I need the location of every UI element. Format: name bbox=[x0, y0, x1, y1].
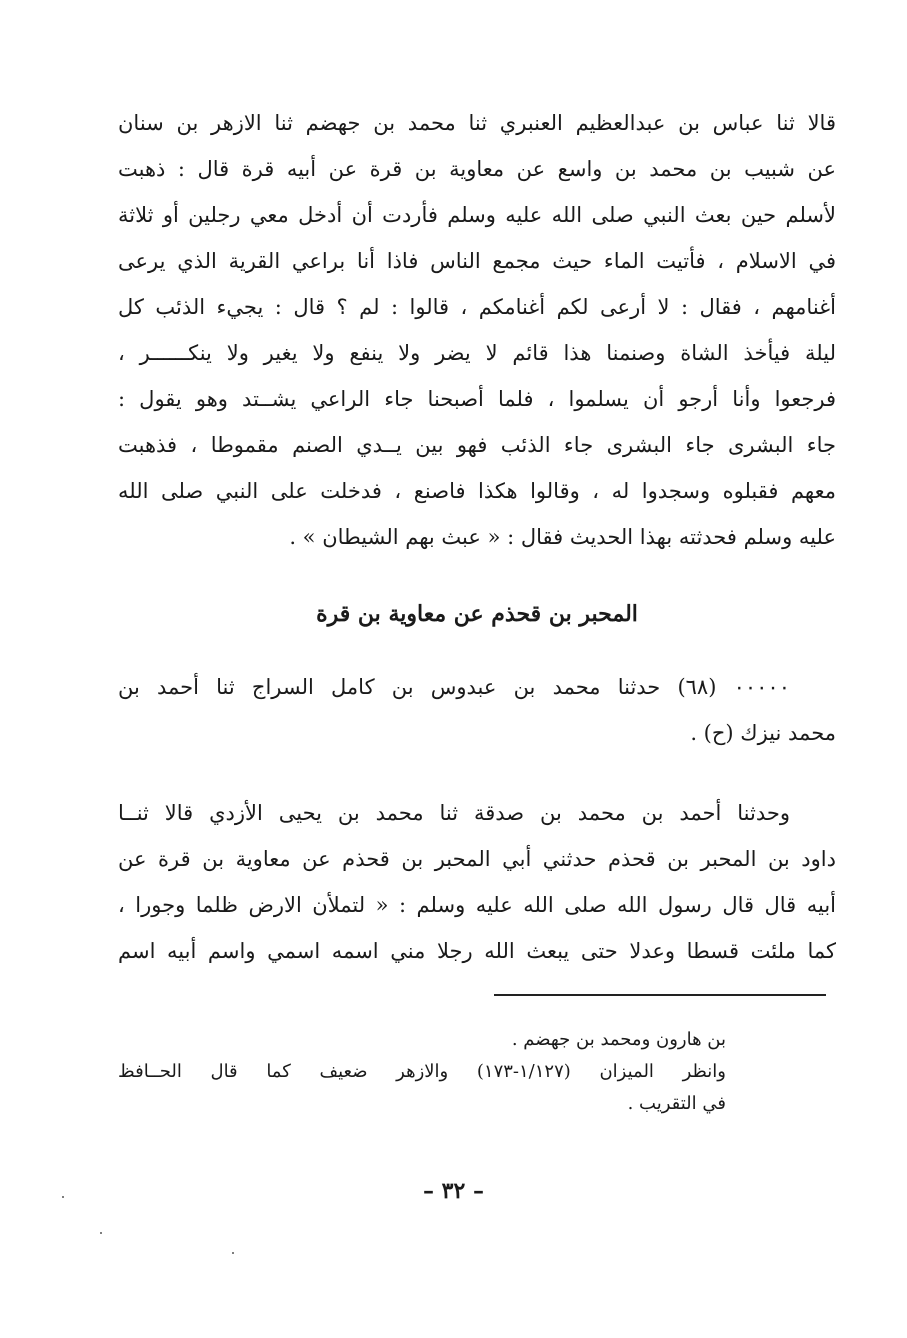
text-line: عن شبيب بن محمد بن واسع عن معاوية بن قرة عن أبيه قرة قال : ذهبت bbox=[118, 157, 836, 181]
text-line: معهم فقبلوه وسجدوا له ، وقالوا هكذا فاصنع ، فدخلت على النبي صلى الله bbox=[118, 479, 836, 503]
text-line: قالا ثنا عباس بن عبدالعظيم العنبري ثنا محمد بن جهضم ثنا الازهر بن سنان bbox=[118, 111, 836, 135]
scan-speck bbox=[62, 1196, 64, 1198]
paragraph-chain bbox=[118, 790, 836, 974]
footnote-line: في التقريب . bbox=[627, 1093, 726, 1114]
text-line: محمد نيزك (ح) . bbox=[690, 721, 836, 745]
text-line: كما ملئت قسطا وعدلا حتى يبعث الله رجلا مني اسمه اسمي واسم أبيه اسم bbox=[118, 939, 836, 963]
footnote-separator bbox=[494, 994, 826, 996]
page-number: – ٣٢ – bbox=[423, 1178, 484, 1204]
section-heading: المحبر بن قحذم عن معاوية بن قرة bbox=[316, 601, 638, 627]
footnote-line: بن هارون ومحمد بن جهضم . bbox=[511, 1029, 726, 1050]
text-line: جاء البشرى جاء البشرى جاء الذئب فهو بين يــدي الصنم مقموطا ، فذهبت bbox=[118, 433, 836, 457]
text-line: لأسلم حين بعث النبي صلى الله عليه وسلم فأردت أن أدخل معي رجلين أو ثلاثة bbox=[118, 203, 836, 227]
footnote-line: وانظر الميزان (١/١٢٧-١٧٣) والازهر ضعيف كما قال الحــافظ bbox=[118, 1061, 726, 1082]
text-line: أغنامهم ، فقال : لا أرعى لكم أغنامكم ، قالوا : لم ؟ قال : يجيء الذئب كل bbox=[118, 295, 836, 319]
scan-speck bbox=[232, 1252, 234, 1254]
text-line: داود بن المحبر بن قحذم حدثني أبي المحبر بن قحذم عن معاوية بن قرة عن bbox=[118, 847, 836, 871]
paragraph-narration bbox=[118, 100, 836, 560]
footnotes bbox=[118, 1024, 836, 1120]
text-line: وحدثنا أحمد بن محمد بن صدقة ثنا محمد بن يحيى الأزدي قالا ثنــا bbox=[118, 801, 790, 825]
text-line: أبيه قال قال رسول الله صلى الله عليه وسلم : « لتملأن الارض ظلما وجورا ، bbox=[118, 893, 836, 917]
paragraph-hadith-68 bbox=[118, 664, 836, 756]
text-line: عليه وسلم فحدثته بهذا الحديث فقال : « عبث بهم الشيطان » . bbox=[289, 525, 836, 549]
text-line: في الاسلام ، فأتيت الماء حيث مجمع الناس فاذا أنا براعي القرية الذي يرعى bbox=[118, 249, 836, 273]
text-line: ليلة فيأخذ الشاة وصنمنا هذا قائم لا يضر ولا ينفع ولا يغير ولا ينكــــــر ، bbox=[118, 341, 836, 365]
text-line: ٠٠٠٠٠ (٦٨) حدثنا محمد بن عبدوس بن كامل السراج ثنا أحمد بن bbox=[118, 675, 790, 699]
scan-speck bbox=[100, 1232, 102, 1234]
text-line: فرجعوا وأنا أرجو أن يسلموا ، فلما أصبحنا جاء الراعي يشــتد وهو يقول : bbox=[118, 387, 836, 411]
